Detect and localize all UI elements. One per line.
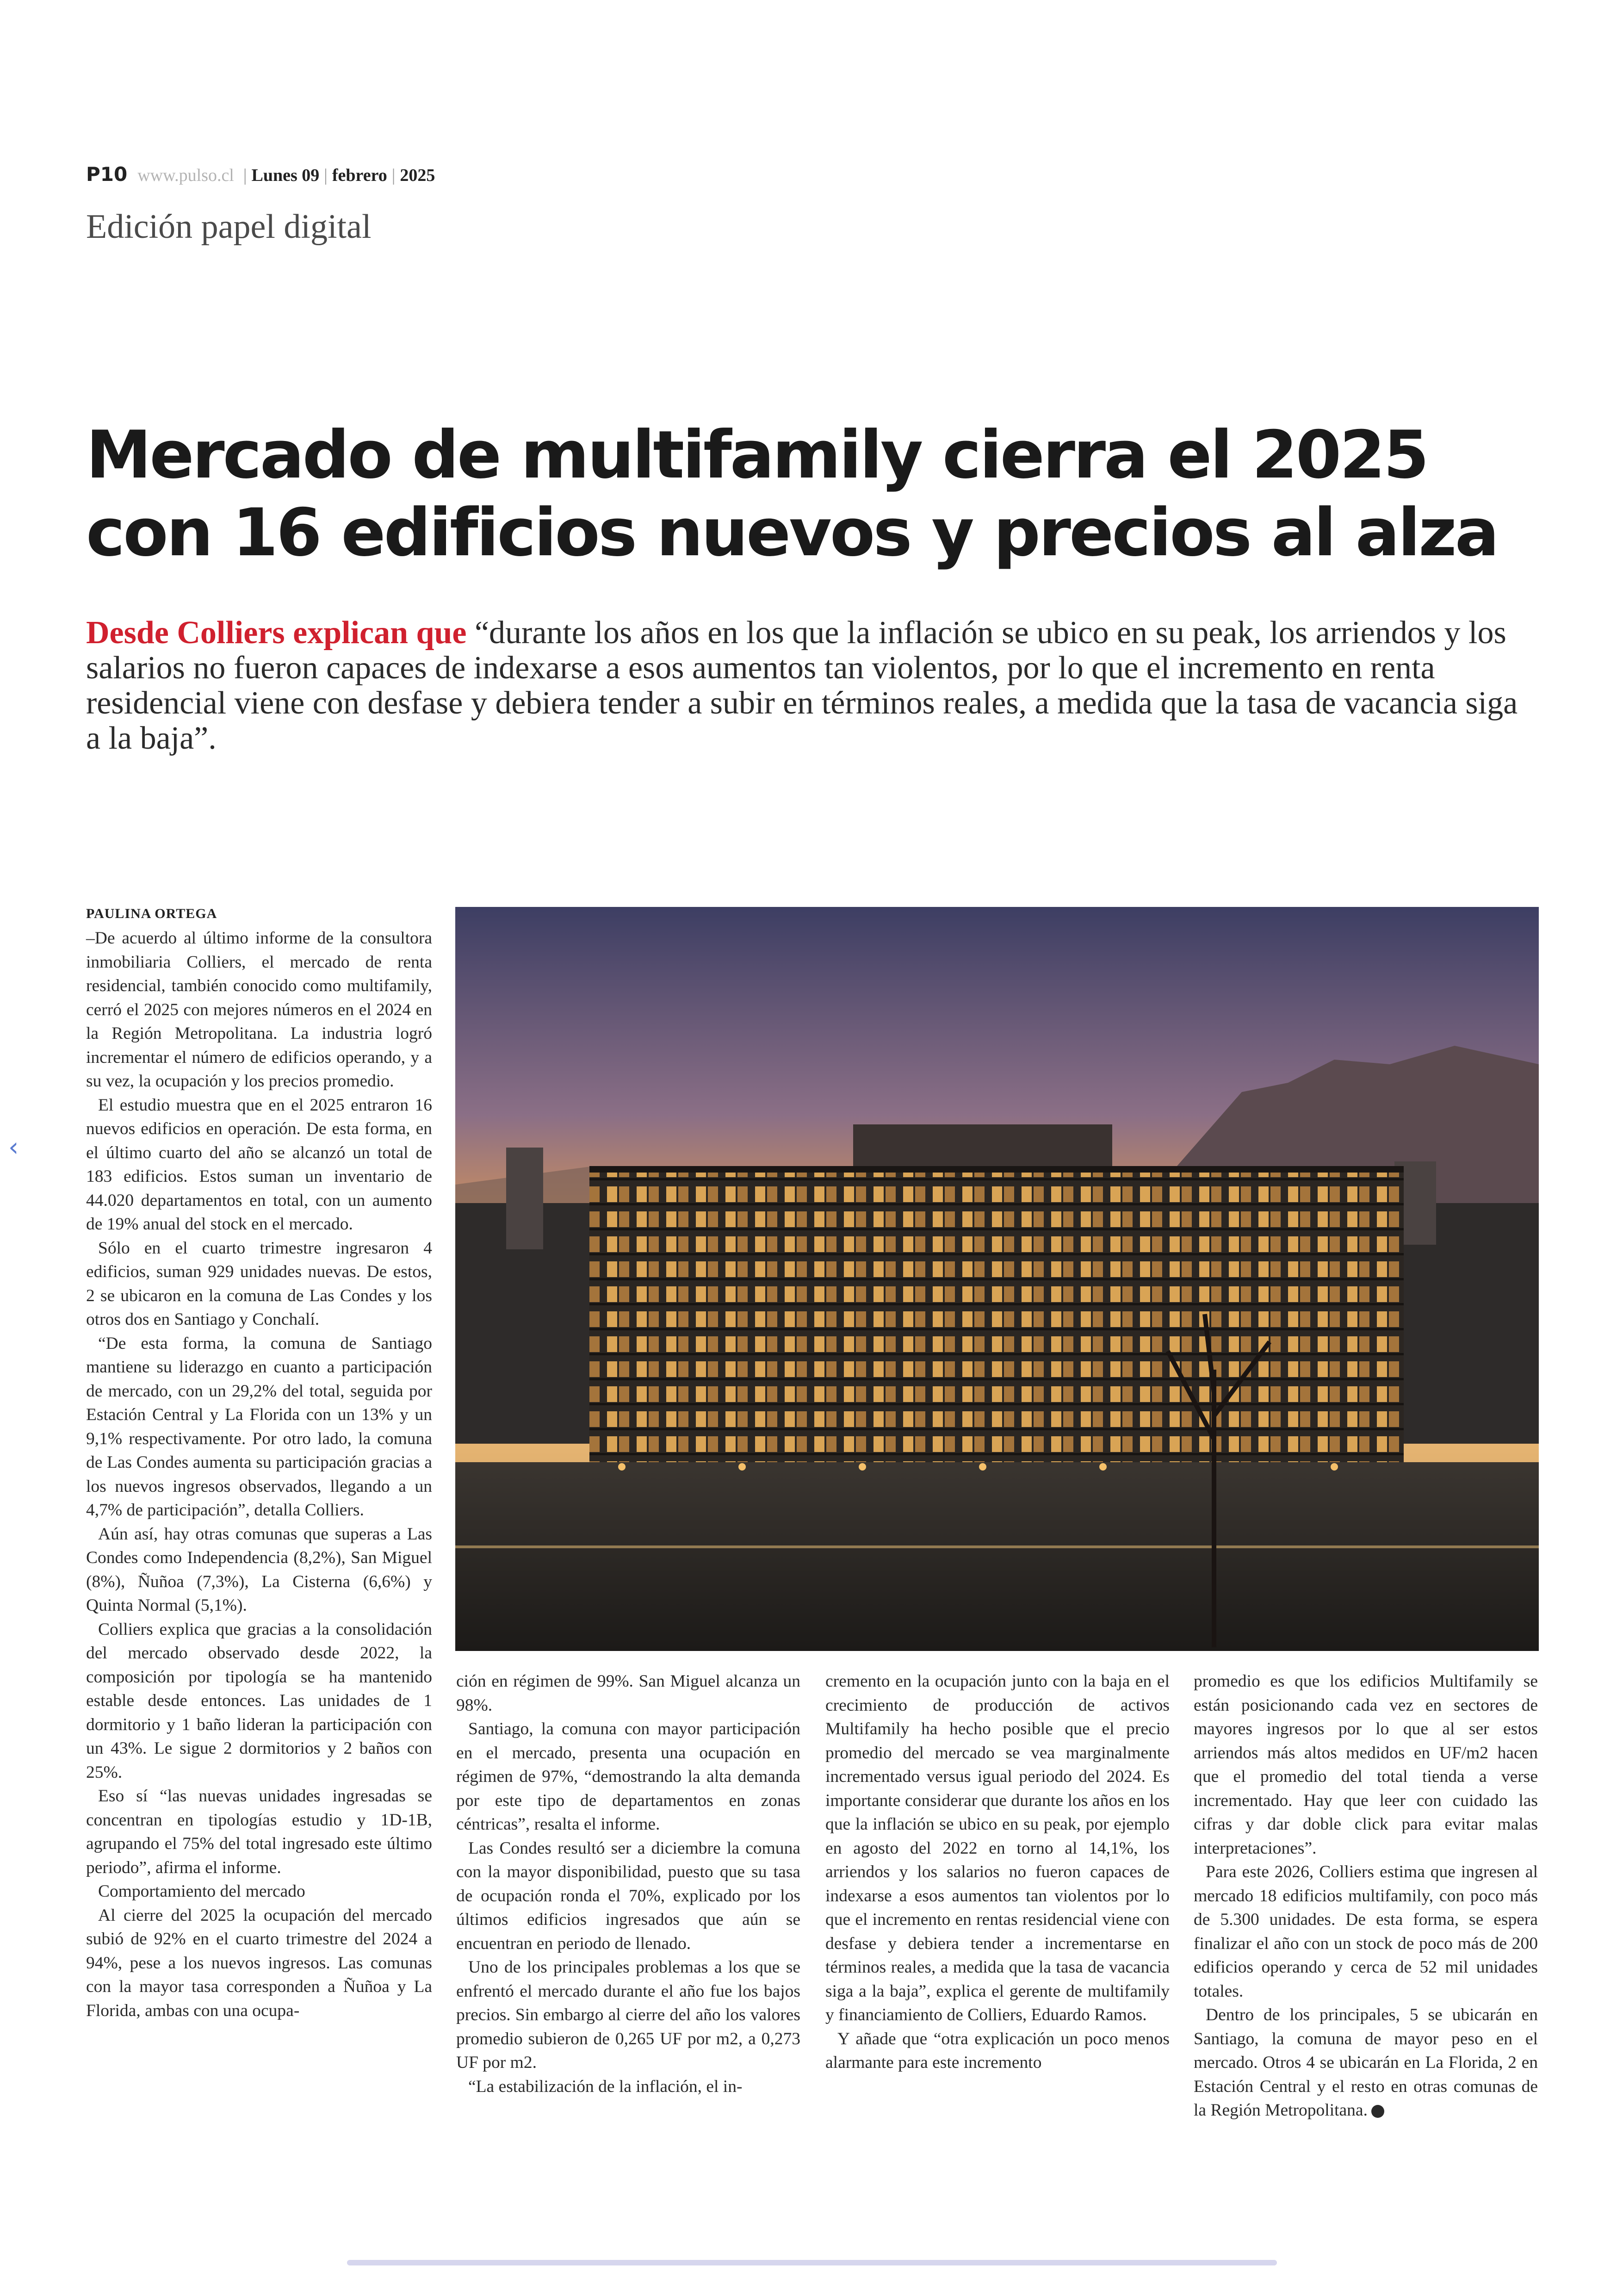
text-column-4: [1194, 1669, 1538, 2122]
paragraph: Al cierre del 2025 la ocupación del mercado subió de 92% en el cuarto trimestre del 2024 a 94%, pese a los nuevos ingresos. Las comunas con la mayor tasa corresponden a Ñuñoa y La Florida, ambas con una ocupa-: [86, 1905, 432, 2020]
building-photo-illustration: [455, 907, 1539, 1651]
folio-separator: |: [324, 166, 328, 185]
paragraph: “La estabilización de la inflación, el in-: [468, 2077, 743, 2096]
folio-day: Lunes 09: [251, 166, 320, 185]
paragraph: Colliers explica que gracias a la consolidación del mercado observado desde 2022, la composición por tipología se ha mantenido estable desde entonces. Las unidades de 1 dormitorio y 1 baño lideran la participación con un 43%. Le sigue 2 dormitorios y 2 baños con 25%.: [86, 1620, 432, 1782]
roof-edge: [589, 1166, 1404, 1173]
section-subhead: Comportamiento del mercado: [98, 1882, 305, 1901]
folio-year: 2025: [400, 166, 435, 185]
article-photo: [455, 907, 1539, 1651]
end-of-article-icon: [1371, 2105, 1384, 2118]
paragraph: ción en régimen de 99%. San Miguel alcanza un 98%.: [456, 1672, 800, 1715]
distant-tower: [506, 1148, 543, 1249]
paragraph: cremento en la ocupación junto con la baja en el crecimiento de producción de activos Multifamily ha hecho posible que el precio promedio del mercado se vea marginalmente incrementado versus igual periodo del 2024. Es importante considerar que durante los años en los que la inflación se ubico en su peak, por ejemplo en agosto del 2022 en torno al 14,1%, los arriendos y los salarios no fueron capaces de indexarse a esos aumentos tan violentos por lo que el incremento en rentas residencial viene con desfase y debiera tender a incrementarse en términos reales, a medida que la tasa de vacancia siga a la baja”, explica el gerente de multifamily y financiamiento de Colliers, Eduardo Ramos.: [825, 1672, 1170, 2024]
text-column-2: [456, 1669, 800, 2098]
edition-label: Edición papel digital: [86, 208, 372, 246]
building-rooftop: [853, 1124, 1112, 1171]
site-url[interactable]: www.pulso.cl: [137, 166, 234, 185]
paragraph: Y añade que “otra explicación un poco menos alarmante para este incremento: [825, 2029, 1170, 2072]
paragraph: Aún así, hay otras comunas que superas a Las Condes como Independencia (8,2%), San Miguel (8%), Ñuñoa (7,3%), La Cisterna (6,6%) y Quinta Normal (5,1%).: [86, 1524, 432, 1615]
paragraph-text: Dentro de los principales, 5 se ubicarán en Santiago, la comuna de mayor peso en el mercado. Otros 4 se ubicarán en La Florida, 2 en Estación Central y el resto en otras comunas de la Región Metropolitana.: [1194, 2005, 1538, 2120]
folio-separator: |: [391, 166, 396, 185]
paragraph: Uno de los principales problemas a los que se enfrentó el mercado durante el año fue los bajos precios. Sin embargo al cierre del año los valores promedio subieron de 0,265 UF por m2, a 0,273 UF por m2.: [456, 1958, 800, 2072]
paragraph: [1194, 2003, 1538, 2122]
page-number: P10: [86, 163, 128, 186]
paragraph: Eso sí “las nuevas unidades ingresadas se concentran en tipologías estudio y 1D-1B, agrupando el 75% del total ingresado este último periodo”, afirma el informe.: [86, 1787, 432, 1877]
folio-month: febrero: [332, 166, 387, 185]
paragraph: Santiago, la comuna con mayor participación en el mercado, presenta una ocupación en régimen de 97%, “demostrando la alta demanda por este tipo de departamentos en zonas céntricas”, resalta el informe.: [456, 1719, 800, 1834]
paragraph: El estudio muestra que en el 2025 entraron 16 nuevos edificios en operación. De esta forma, en el último cuarto del año se alcanzó un total de 183 edificios. Estos suman un inventario de 44.020 departamentos en total, con un aumento de 19% anual del stock en el mercado.: [86, 1095, 432, 1234]
text-column-3: [825, 1669, 1170, 2075]
street: [455, 1462, 1539, 1651]
paragraph: –De acuerdo al último informe de la consultora inmobiliaria Colliers, el mercado de renta residencial, también conocido como multifamily, cerró el 2025 con mejores números en el 2024 en la Región Metropolitana. La industria logró incrementar el número de edificios operando, y a su vez, la ocupación y los precios promedio.: [86, 929, 432, 1091]
lead-text: “durante los años en los que la inflación se ubico en su peak, los arriendos y los salarios no fueron capaces de indexarse a esos aumentos tan violentos, por lo que el incremento en renta residencial viene con desfase y debiera tender a subir en términos reales, a medida que la tasa de vacancia siga a la baja”.: [86, 615, 1518, 756]
headline-line-1: Mercado de multifamily cierra el 2025: [86, 417, 1427, 493]
horizontal-scrollbar[interactable]: [347, 2260, 1277, 2265]
lead-highlight: Desde Colliers explican que: [86, 615, 467, 651]
article-author: PAULINA ORTEGA: [86, 906, 217, 921]
road-light-streak: [455, 1545, 1539, 1548]
paragraph: Sólo en el cuarto trimestre ingresaron 4 edificios, suman 929 unidades nuevas. De estos, 2 se ubicaron en la comuna de Las Condes y los otros dos en Santiago y Conchalí.: [86, 1238, 432, 1329]
paragraph: Las Condes resultó ser a diciembre la comuna con la mayor disponibilidad, puesto que su tasa de ocupación ronda el 70%, explicado por los últimos edificios ingresados que aún se encuentran en periodo de llenado.: [456, 1838, 800, 1953]
text-column-1: [86, 926, 432, 2023]
headline-line-2: con 16 edificios nuevos y precios al alza: [86, 495, 1498, 571]
article-lead: [86, 615, 1539, 756]
page-folio: [86, 163, 435, 186]
paragraph: “De esta forma, la comuna de Santiago mantiene su liderazgo en cuanto a participación de mercado, con un 29,2% del total, seguida por Estación Central y La Florida con un 13% y un 9,1% respectivamente. Por otro lado, la comuna de Las Condes aumenta su participación gracias a los nuevos ingresos observados, llegando a un 4,7% de participación”, detalla Colliers.: [86, 1334, 432, 1520]
paragraph: Para este 2026, Colliers estima que ingresen al mercado 18 edificios multifamily, con poco más de 5.300 unidades. De esta forma, se espera finalizar el año con un stock de poco más de 200 edificios operando y cerca de 52 mil unidades totales.: [1194, 1862, 1538, 2001]
folio-separator: |: [243, 166, 247, 185]
paragraph: promedio es que los edificios Multifamily se están posicionando cada vez en sectores de mayores ingresos por lo que al ser estos arriendos más altos medidos en UF/m2 hacen que el promedio del total tienda a verse incrementado. Hay que leer con cuidado las cifras y dar doble click para evitar malas interpretaciones”.: [1194, 1672, 1538, 1858]
chevron-left-icon[interactable]: ‹: [8, 1132, 19, 1162]
article-headline: [86, 416, 1539, 572]
